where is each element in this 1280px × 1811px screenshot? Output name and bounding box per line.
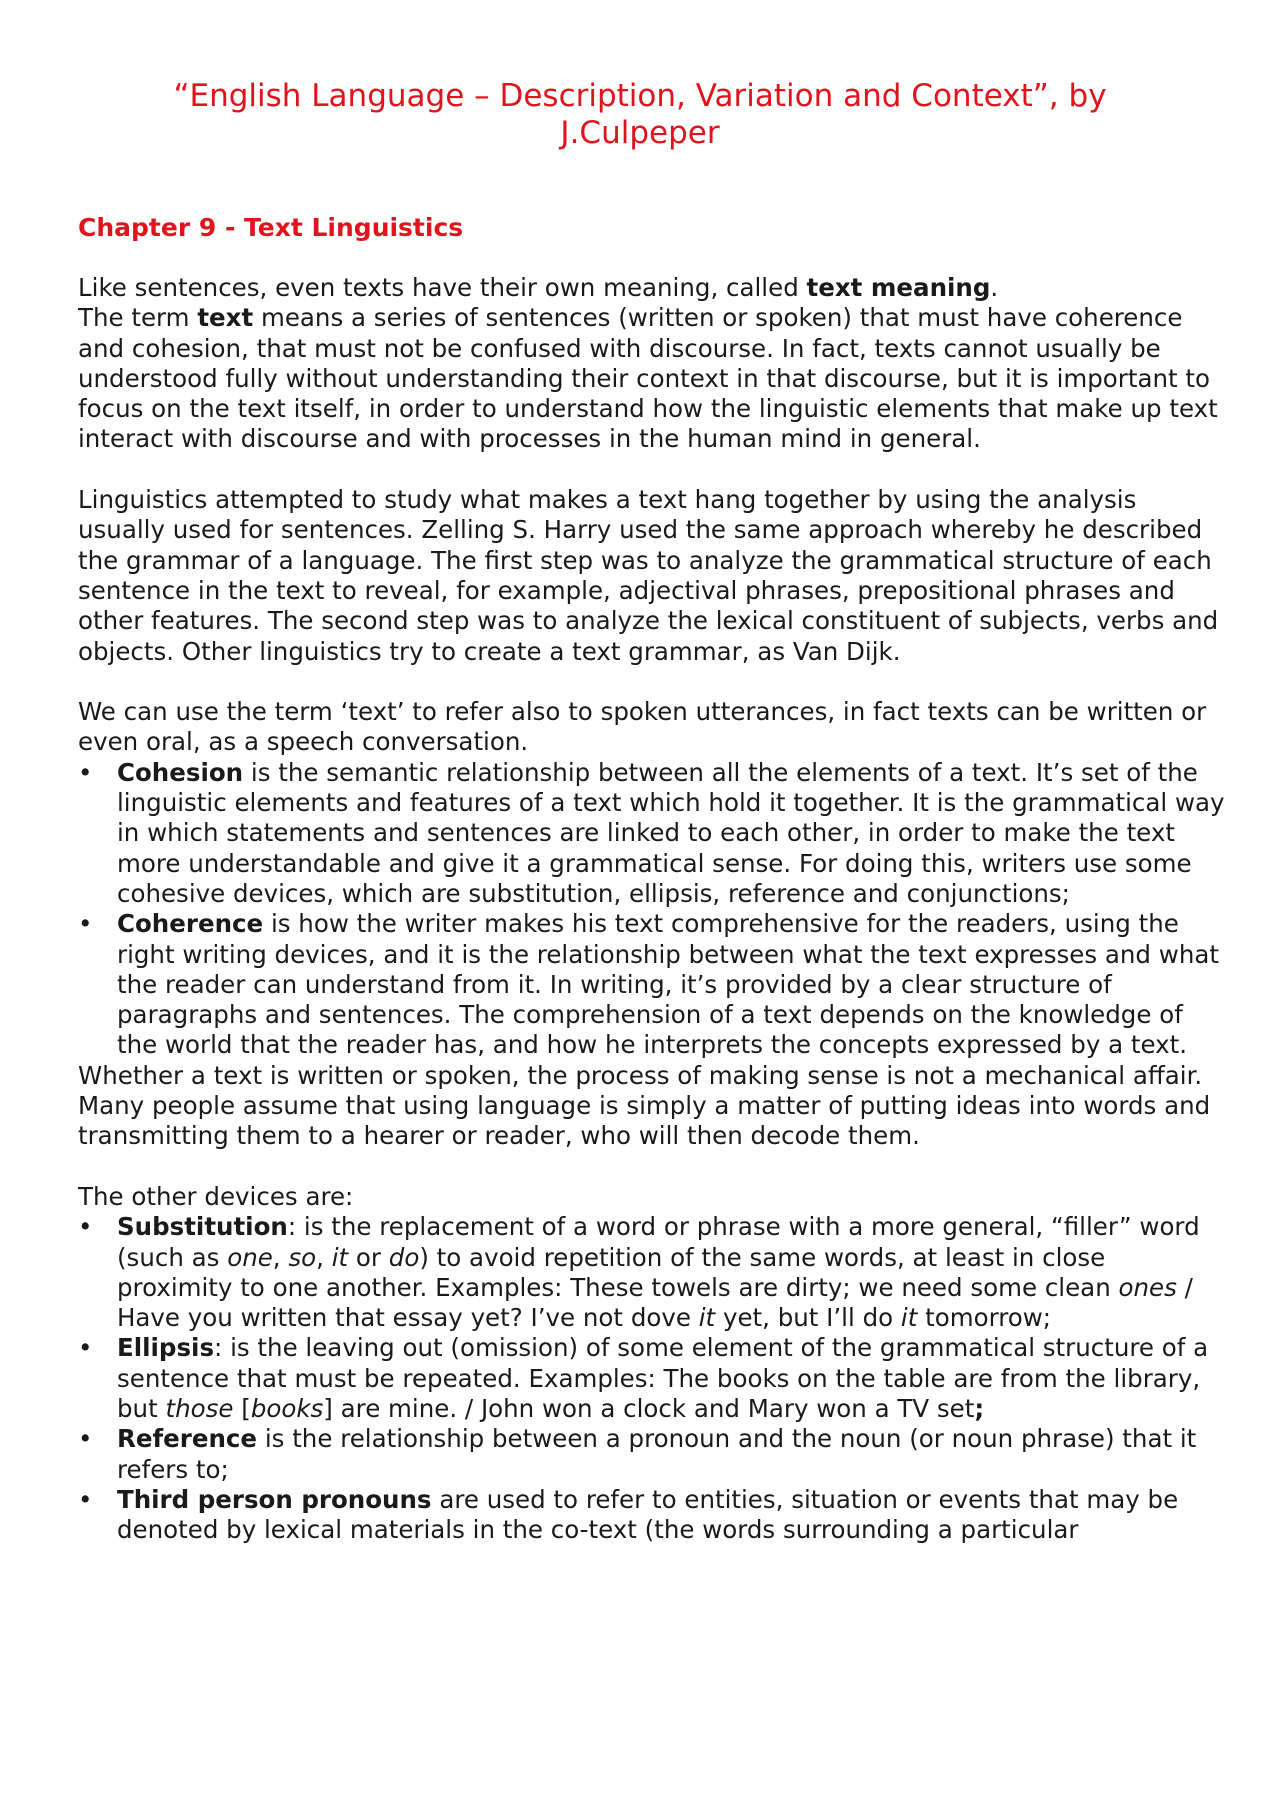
bold-term: Ellipsis — [117, 1333, 215, 1363]
paragraph-linguistics: Linguistics attempted to study what makes a text hang together by using the analysis usually used for sentences. Zelling S. Harry used the same approach whereby he described the grammar of a language. The first step was to analyze the grammatical structure of each sentence in the text to reveal, for example, adjectival phrases, prepositional phrases and other features. The second step was to analyze the lexical constituent of subjects, verbs and objects. Other linguistics try to create a text grammar, as Van Dijk. — [78, 485, 1219, 666]
document-title: “English Language – Description, Variation and Context”, by J.Culpeper — [173, 78, 1107, 151]
text-run: means a series of sentences (written or spoken) that must have coherence and cohesion, that must not be confused with discourse. In fact, texts cannot usually be understood fully without understanding their context in that discourse, but it is important to focus on the text itself, in order to understand how the linguistic elements that make up text interact with discourse and with processes in the human mind in general. — [78, 303, 1218, 454]
text-run: . — [990, 273, 999, 302]
list-item-substitution — [78, 1212, 1228, 1333]
list-item-coherence — [78, 909, 1228, 1060]
bold-term: Reference — [117, 1424, 258, 1454]
text-run: ] are mine. / John won a clock and Mary won a TV set — [323, 1393, 975, 1423]
text-run: [ — [233, 1393, 251, 1423]
bullet-icon: • — [78, 757, 93, 787]
bold-punctuation: ; — [974, 1393, 985, 1423]
bold-term: Third person pronouns — [117, 1484, 432, 1514]
list-item-reference — [78, 1424, 1228, 1485]
bullet-icon: • — [78, 1212, 93, 1242]
text-run: / Have you written that essay yet? I’ve not dove — [117, 1272, 1193, 1333]
text-run: are used to refer to entities, situation or events that may be denoted by lexical materials in the co-text (the words surrounding a particular — [117, 1484, 1179, 1545]
italic-word: do — [388, 1242, 420, 1272]
text-run: is how the writer makes his text comprehensive for the readers, using the right writing devices, and it is the relationship between what the text expresses and what the reader can understand from it. In writing, it’s provided by a clear structure of paragraphs and sentences. The comprehension of a text depends on the knowledge of the world that the reader has, and how he interprets the concepts expressed by a text. — [117, 909, 1219, 1060]
chapter-heading: Chapter 9 - Text Linguistics — [78, 213, 464, 242]
italic-word: so — [288, 1242, 317, 1272]
bullet-icon: • — [78, 1424, 93, 1454]
text-run: : is the leaving out (omission) of some element of the grammatical structure of a sentence that must be repeated. Examples: The books on the table are from the library, but — [117, 1333, 1209, 1423]
text-run: , — [316, 1242, 332, 1272]
bullet-icon: • — [78, 1333, 93, 1363]
paragraph-gap — [78, 667, 1228, 697]
cohesion-coherence-list — [78, 758, 1228, 1061]
bold-term: Substitution — [117, 1212, 288, 1242]
text-run: or — [348, 1242, 389, 1272]
list-item-ellipsis — [78, 1333, 1228, 1424]
paragraph-text-definition — [78, 303, 1228, 454]
text-run: tomorrow; — [917, 1303, 1052, 1333]
text-run: Like sentences, even texts have their own meaning, called — [78, 273, 807, 302]
document-body — [78, 213, 1228, 1545]
text-run: The term — [78, 303, 198, 333]
text-run: ) to avoid repetition of the same words, at least in close proximity to one another. Examples: These towels are dirty; we need some clean — [117, 1242, 1119, 1302]
paragraph-text-meaning — [78, 273, 1228, 303]
devices-list — [78, 1212, 1228, 1545]
text-run: is the relationship between a pronoun and the noun (or noun phrase) that it refers to; — [117, 1424, 1197, 1484]
text-run: is the semantic relationship between all the elements of a text. It’s set of the linguistic elements and features of a text which hold it together. It is the grammatical way in which statements and sentences are linked to each other, in order to make the text more understandable and give it a grammatical sense. For doing this, writers use some cohesive devices, which are substitution, ellipsis, reference and conjunctions; — [117, 757, 1225, 908]
italic-word: ones — [1118, 1272, 1177, 1302]
paragraph-spoken-text: We can use the term ‘text’ to refer also to spoken utterances, in fact texts can be written or even oral, as a speech conversation. — [78, 697, 1207, 757]
paragraph-making-sense: Whether a text is written or spoken, the process of making sense is not a mechanical affair. Many people assume that using language is simply a matter of putting ideas into words and transmitting them to a hearer or reader, who will then decode them. — [78, 1060, 1211, 1151]
italic-word: it — [698, 1303, 716, 1333]
bold-term: Coherence — [117, 909, 264, 939]
italic-word: it — [900, 1303, 918, 1333]
bold-term: text — [197, 303, 254, 333]
text-run: , — [272, 1242, 289, 1272]
text-run: yet, but I’ll do — [715, 1303, 901, 1333]
italic-word: it — [331, 1242, 349, 1272]
list-item-third-person-pronouns — [78, 1485, 1228, 1546]
italic-word: books — [250, 1393, 324, 1423]
list-item-cohesion — [78, 758, 1228, 909]
text-run: : is the replacement of a word or phrase with a more general, “filler” word (such as — [117, 1212, 1200, 1272]
paragraph-gap — [78, 1152, 1228, 1182]
italic-word: one — [227, 1242, 273, 1272]
paragraph-gap — [78, 455, 1228, 485]
italic-word: those — [165, 1393, 234, 1423]
bullet-icon: • — [78, 909, 93, 939]
bullet-icon: • — [78, 1484, 93, 1514]
paragraph-other-devices: The other devices are: — [78, 1181, 354, 1211]
bold-term: Cohesion — [117, 757, 244, 787]
bold-term: text meaning — [806, 273, 991, 302]
